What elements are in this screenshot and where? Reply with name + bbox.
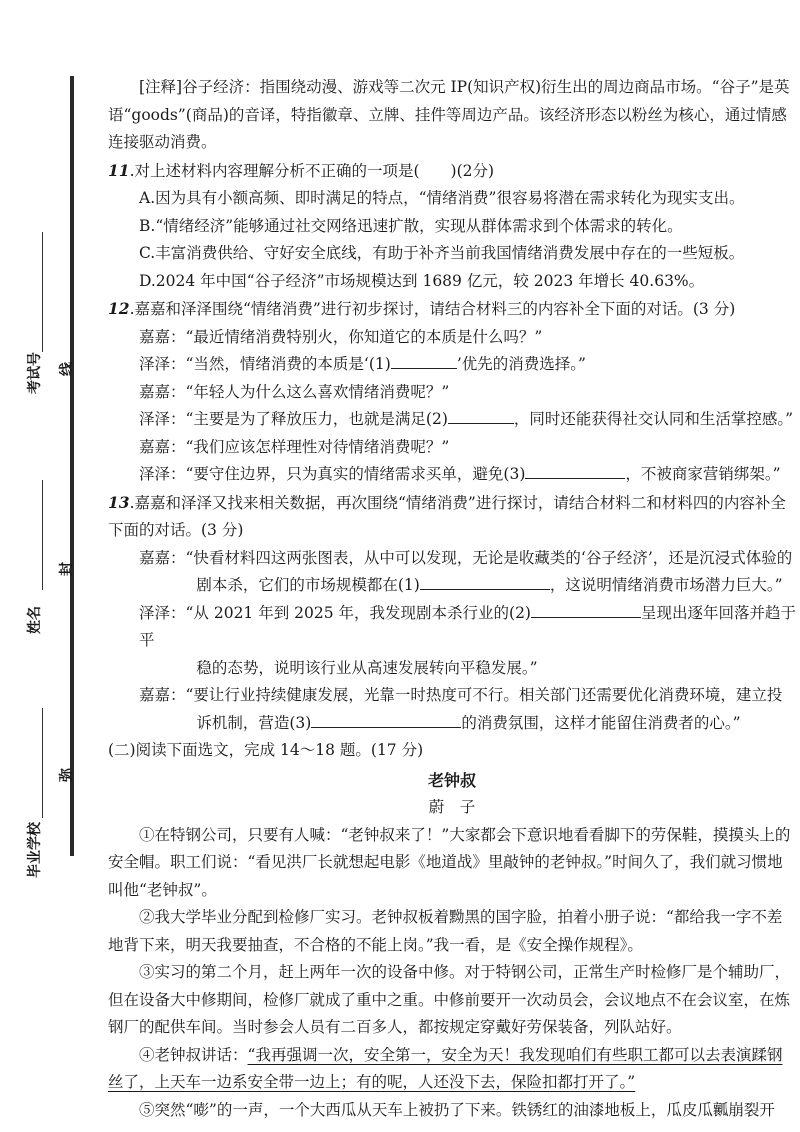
q12-blank-3[interactable] — [525, 464, 625, 479]
q13-stem — [108, 489, 796, 545]
page-content — [108, 74, 796, 1124]
q12-line-3: 嘉嘉：“年轻人为什么这么喜欢情绪消费呢？” — [139, 382, 450, 401]
seal-mark-mi: 弥 — [59, 768, 75, 782]
q12-line-1: 嘉嘉：“最近情绪消费特别火，你知道它的本质是什么吗？” — [139, 327, 543, 346]
school-line — [42, 708, 43, 818]
q13-line-2a — [108, 600, 796, 655]
q13-number: 13 — [108, 492, 130, 512]
article-paragraph-3: ③实习的第二个月，赶上两年一次的设备中修。对于特钢公司，正常生产时检修厂是个辅助厂，但在设备大中修期间，检修厂就成了重中之重。中修前要开一次动员会，会议地点不在会议室，在炼钢厂的配供车间。当时参会人员有二百多人，都按规定穿戴好劳保装备，列队站好。 — [108, 963, 791, 1036]
seal-mark-feng: 封 — [59, 562, 75, 576]
article-title: 老钟叔 — [427, 770, 476, 790]
q12-line-6b: ，不被商家营销绑架。” — [625, 465, 781, 483]
school-label: 毕业学校 — [27, 822, 43, 878]
article-paragraph-4-underlined: “我再强调一次，安全第一，安全为天！我发现咱们有些职工都可以去表演蹂钢丝了，上天车一边系安全带一边上；有的呢，人还没下去，保险扣都打开了。” — [108, 1045, 783, 1091]
q12-line-2a: 泽泽：“当然，情绪消费的本质是‘(1) — [139, 355, 391, 373]
q13-line-1b-text: 剧本杀，它们的市场规模都在(1) — [196, 576, 420, 594]
note-label: [注释] — [139, 78, 183, 96]
q13-blank-3[interactable] — [311, 713, 461, 728]
note-paragraph — [108, 74, 796, 157]
q13-line-2b: 呈现出逐年回落并趋于平 — [139, 603, 796, 649]
q13-line-1c: ，这说明情绪消费市场潜力巨大。” — [549, 576, 783, 594]
q13-line-3b-text: 诉机制，营造(3) — [196, 713, 312, 732]
q13-line-1a: 嘉嘉：“快看材料四这两张图表，从中可以发现，无论是收藏类的‘谷子经济’，还是沉浸式体验的 — [139, 548, 793, 567]
q13-blank-2[interactable] — [531, 603, 641, 618]
article-paragraph-4a: ④老钟叔讲话： — [139, 1045, 248, 1064]
q12-stem-text: .嘉嘉和泽泽围绕“情绪消费”进行初步探讨，请结合材料三的内容补全下面的对话。(3 分) — [129, 300, 736, 318]
q11-stem — [108, 157, 796, 186]
q12-line-2b: ’优先的消费选择。” — [456, 355, 586, 373]
section-heading: (二)阅读下面选文，完成 14～18 题。(17 分) — [108, 741, 424, 759]
q13-line-3c: 的消费氛围，这样才能留住消费者的心。” — [461, 713, 741, 732]
exam-no-line — [42, 232, 43, 352]
binding-bar — [70, 76, 74, 856]
seal-mark-xian: 线 — [59, 362, 75, 376]
name-label: 姓名 — [27, 606, 43, 634]
q12-line-6 — [108, 461, 796, 489]
q11-number: 11 — [108, 160, 130, 180]
q12-line-6a: 泽泽：“要守住边界，只为真实的情绪需求买单，避免(3) — [139, 465, 526, 483]
q12-line-2 — [108, 351, 796, 379]
q12-number: 12 — [108, 299, 130, 318]
article-author: 蔚 子 — [428, 798, 476, 816]
q12-line-4b: ，同时还能获得社交认同和生活掌控感。” — [513, 410, 794, 428]
q13-line-3a: 嘉嘉：“要让行业持续健康发展，光靠一时热度可不行。相关部门还需要优化消费环境，建立投 — [139, 686, 783, 704]
note-text: 谷子经济：指围绕动漫、游戏等二次元 IP(知识产权)衍生出的周边商品市场。“谷子”是英语“goods”(商品)的音译，特指徽章、立牌、挂件等周边产品。该经济形态以粉丝为核心，通过情感连接驱动消费。 — [108, 78, 790, 151]
q11-option-c: C.丰富消费供给、守好安全底线，有助于补齐当前我国情绪消费发展中存在的一些短板。 — [139, 244, 745, 262]
q13-line-1b — [108, 572, 796, 600]
q12-blank-1[interactable] — [391, 354, 457, 369]
q13-blank-1[interactable] — [420, 575, 550, 590]
q12-stem — [108, 295, 796, 324]
q12-line-5: 嘉嘉：“我们应该怎样理性对待情绪消费呢？” — [139, 437, 450, 456]
q11-option-a: A.因为具有小额高频、即时满足的特点，“情绪消费”很容易将潜在需求转化为现实支出。 — [139, 189, 745, 207]
exam-no-label: 考试号 — [27, 352, 43, 394]
q11-option-b: B.“情绪经济”能够通过社交网络迅速扩散，实现从群体需求到个体需求的转化。 — [139, 216, 683, 235]
article-paragraph-1: ①在特钢公司，只要有人喊：“老钟叔来了！”大家都会下意识地看看脚下的劳保鞋，摸摸头上的安全帽。职工们说：“看见洪厂长就想起电影《地道战》里敲钟的老钟叔。”时间久了，我们就习惯地叫他“老钟叔”。 — [108, 825, 791, 899]
q13-stem-text: .嘉嘉和泽泽又找来相关数据，再次围绕“情绪消费”进行探讨，请结合材料二和材料四的内容补全下面的对话。(3 分) — [108, 493, 786, 539]
q13-line-2c: 稳的态势，说明该行业从高速发展转向平稳发展。” — [196, 658, 538, 677]
q13-line-2a-text: 泽泽：“从 2021 年到 2025 年，我发现剧本杀行业的(2) — [139, 603, 531, 622]
article-paragraph-5: ⑤突然“嘭”的一声，一个大西瓜从天车上被扔了下来。铁锈红的油漆地板上，瓜皮瓜瓤崩裂开 — [139, 1100, 775, 1119]
name-line — [42, 480, 43, 590]
q12-line-4a: 泽泽：“主要是为了释放压力，也就是满足(2) — [139, 410, 448, 428]
q12-blank-2[interactable] — [448, 409, 514, 424]
article-paragraph-4 — [108, 1042, 796, 1097]
article-paragraph-2: ②我大学毕业分配到检修厂实习。老钟叔板着黝黑的国字脸，拍着小册子说：“都给我一字不差地背下来，明天我要抽查，不合格的不能上岗。”我一看，是《安全操作规程》。 — [108, 908, 783, 954]
q11-stem-text: .对上述材料内容理解分析不正确的一项是( )(2分) — [129, 161, 495, 180]
q13-line-3b — [108, 710, 796, 738]
q12-line-4 — [108, 406, 796, 434]
q11-option-d: D.2024 年中国“谷子经济”市场规模达到 1689 亿元，较 2023 年增长 40.63%。 — [139, 271, 705, 290]
